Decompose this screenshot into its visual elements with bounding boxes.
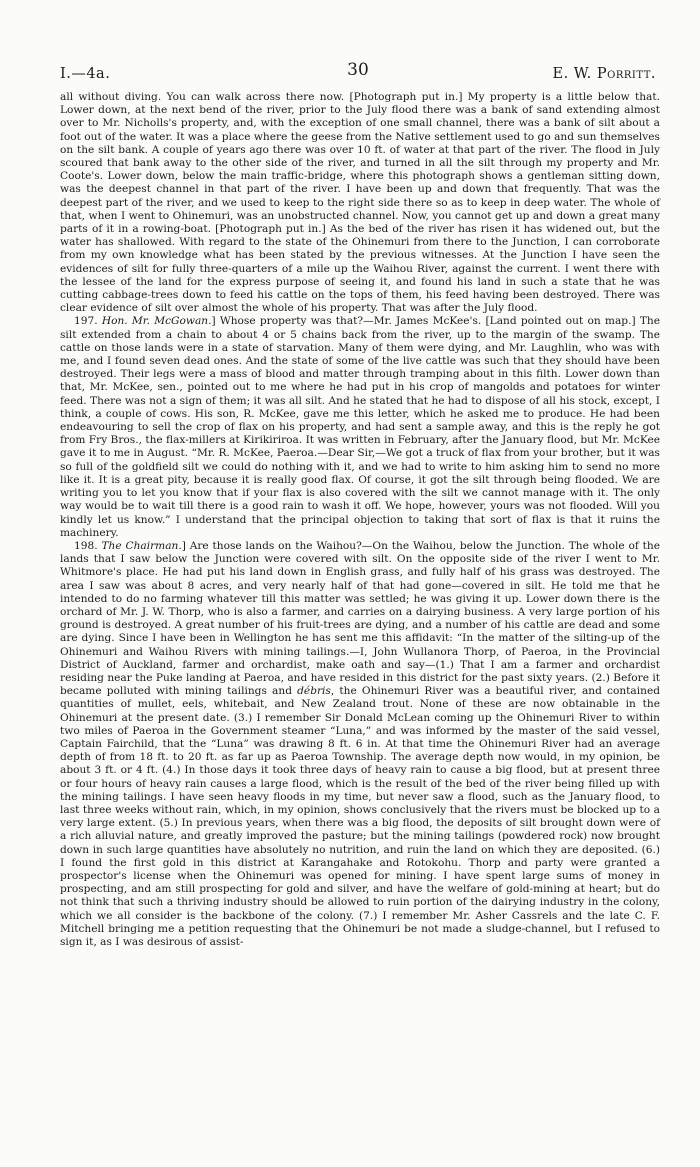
running-head xyxy=(60,60,656,84)
text-segment: , the Ohinemuri River was a beautiful river, and contained quantities of mullet, eels, whitebait, and New Zealand trout. None of these are now obtainable in the Ohinemuri at the present date. (3.) I remember Sir Donald McLean coming up the Ohinemuri River to within two miles of Paeroa in the Government steamer “Luna,” and was informed by the master of the said vessel, Captain Fairchild, that the “Luna” was drawing 8 ft. 6 in. At that time the Ohinemuri River had an average depth of from 18 ft. to 20 ft. as far up as Paeroa Township. The average depth now would, in my opinion, be about 3 ft. or 4 ft. (4.) In those days it took three days of heavy rain to cause a big flood, but at present three or four hours of heavy rain causes a large flood, which is the result of the bed of the river being filled up with the mining tailings. I have seen heavy floods in my time, but never saw a flood, such as the January flood, to last three weeks without rain, which, in my opinion, shows conclusively that the rivers must be blocked up to a very large extent. (5.) In previous years, when there was a big flood, the deposits of silt brought down were of a rich alluvial nature, and greatly improved the pasture; but the mining tailings (powdered rock) now brought down in such large quantities have absolutely no nutrition, and ruin the land on which they are deposited. (6.) I found the first gold in this district at Karangahake and Rotokohu. Thorp and party were granted a prospector's license when the Ohinemuri was opened for mining. I have spent large sums of money in prospecting, and am still prospecting for gold and silver, and have the welfare of gold-mining at heart; but do not think that such a thriving industry should be allowed to ruin portion of the dairying industry in the colony, which we all consider is the backbone of the colony. (7.) I remember Mr. Asher Cassrels and the late C. F. Mitchell bringing me a petition requesting that the Ohinemuri be not made a sludge-channel, but I refused to sign it, as I was desirous of assist- xyxy=(60,685,660,948)
text-segment: ] Whose property was that?—Mr. James McKee's. [Land pointed out on map.] The silt extended from a chain to about 4 or 5 chains back from the river, up to the margin of the swamp. The cattle on those lands were in a state of starvation. Many of them were dying, and Mr. Laughlin, who was with me, and I found seven dead ones. And the state of some of the live cattle was such that they should have been destroyed. Their legs were a mass of blood and matter through tramping about in this filth. Lower down than that, Mr. McKee, sen., pointed out to me where he had put in his crop of mangolds and potatoes for winter feed. There was not a sign of them; it was all silt. And he stated that he had to dispose of all his stock, except, I think, a couple of cows. His son, R. McKee, gave me this letter, which he asked me to produce. He had been endeavouring to sell the crop of flax on his property, and had sent a sample away, and this is the reply he got from Fry Bros., the flax-millers at Kirikiriroa. It was written in February, after the January flood, but Mr. McKee gave it to me in August. “Mr. R. McKee, Paeroa.—Dear Sir,—We got a truck of flax from your brother, but it was so full of the goldfield silt we could do nothing with it, and we had to write to him asking him to send no more like it. It is a great pity, because it is really good flax. Of course, it got the silt through being flooded. We are writing you to let you know that if your flax is also covered with the silt we cannot manage with it. The only way would be to wait till there is a good rain to wash it off. We hope, however, yours was not flooded. Will you kindly let us know.” I understand that the principal objection to taking that sort of flax is that it ruins the machinery. xyxy=(60,315,660,539)
italic-term: débris xyxy=(297,685,331,698)
speaker-name: The Chairman. xyxy=(101,539,182,552)
paragraph-continuation xyxy=(60,91,660,315)
text-segment: ] Are those lands on the Waihou?—On the Waihou, below the Junction. The whole of the lands that I saw below the Junction were covered with silt. On the opposite side of the river I went to Mr. Whitmore's place. He had put his land down in English grass, and fully half of his grass was destroyed. The area I saw was about 8 acres, and very nearly half of that had gone—covered in silt. He told me that he intended to do no farming whatever till this matter was settled; he was giving it up. Lower down there is the orchard of Mr. J. W. Thorp, who is also a farmer, and carries on a dairying business. A very large portion of his ground is destroyed. A great number of his fruit-trees are dying, and a number of his cattle are dead and some are dying. Since I have been in Wellington he has sent me this affidavit: “In the matter of the silting-up of the Ohinemuri and Waihou Rivers with mining tailings.—I, John Wullanora Thorp, of Paeroa, in the Provincial District of Auckland, farmer and orchardist, make oath and say—(1.) That I am a farmer and orchardist residing near the Puke landing at Paeroa, and have resided in this district for the past sixty years. (2.) Before it became polluted with mining tailings and xyxy=(60,539,660,698)
page-number: 30 xyxy=(347,60,369,80)
witness-name: E. W. Porritt. xyxy=(552,66,656,82)
question-number: 197. xyxy=(74,315,102,328)
body-text xyxy=(60,91,660,949)
text-segment: all without diving. You can walk across there now. [Photograph put in.] My property is a little below that. Lower down, at the next bend of the river, prior to the July flood there was a bank of sand extending almost over to Mr. Nicholls's property, and, with the exception of one small channel, there was a bank of silt about a foot out of the water. It was a place where the geese from the Native settlement used to go and sun themselves on the silt bank. A couple of years ago there was over 10 ft. of water at that part of the river. The flood in July scoured that bank away to the other side of the river, and turned in all the silt through my property and Mr. Coote's. Lower down, below the main traffic-bridge, where this photograph shows a gentleman sitting down, was the deepest channel in that part of the river. I have been up and down that frequently. That was the deepest part of the river, and we used to keep to the right side there so as to keep in deep water. The whole of that, when I went to Ohinemuri, was an unobstructed channel. Now, you cannot get up and down a great many parts of it in a rowing-boat. [Photograph put in.] As the bed of the river has risen it has widened out, but the water has shallowed. With regard to the state of the Ohinemuri from there to the Junction, I can corroborate from my own knowledge what has been stated by the previous witnesses. At the Junction I have seen the evidences of silt for fully three-quarters of a mile up the Waihou River, against the current. I went there with the lessee of the land for the express purpose of seeing it, and found his land in such a state that he was cutting cabbage-trees down to feed his cattle on the tops of them, his feed having been destroyed. There was clear evidence of silt over almost the whole of his property. That was after the July flood. xyxy=(60,91,660,315)
speaker-name: Hon. Mr. McGowan. xyxy=(101,315,212,328)
question-number: 198. xyxy=(74,539,102,552)
paper-reference: I.—4a. xyxy=(60,66,111,82)
paragraph-question-198 xyxy=(60,540,660,949)
paragraph-question-197 xyxy=(60,315,660,539)
